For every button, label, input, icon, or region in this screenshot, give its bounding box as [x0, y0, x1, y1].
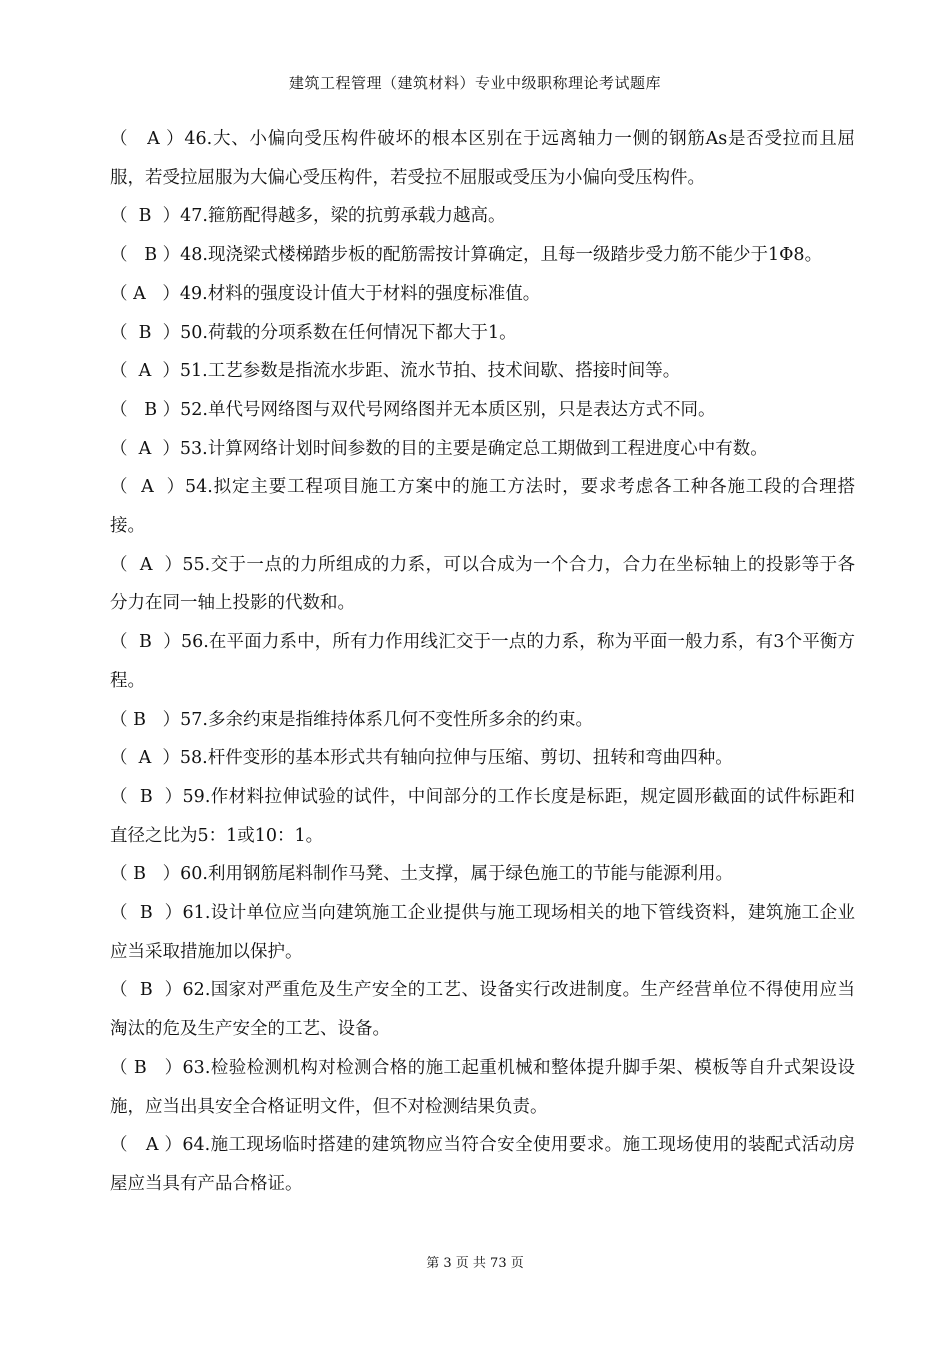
answer-mark: （ A ）: [110, 1135, 183, 1156]
answer-mark: （ B ）: [110, 980, 183, 1001]
answer-mark: （ A ）: [110, 748, 180, 769]
answer-mark: （ A ）: [110, 477, 185, 498]
question-text: 62.国家对严重危及生产安全的工艺、设备实行改进制度。生产经营单位不得使用应当淘汰的危及生产安全的工艺、设备。: [110, 980, 855, 1040]
question-item: [110, 546, 855, 623]
question-item: [110, 1049, 855, 1126]
page-header-title: 建筑工程管理（建筑材料）专业中级职称理论考试题库: [288, 74, 661, 92]
question-item: [110, 314, 855, 353]
question-text: 60.利用钢筋尾料制作马凳、土支撑，属于绿色施工的节能与能源利用。: [180, 864, 733, 885]
question-item: [110, 120, 855, 197]
page-footer-number: 第 3 页 共 73 页: [426, 1256, 524, 1271]
question-item: [110, 894, 855, 971]
question-text: 53.计算网络计划时间参数的目的主要是确定总工期做到工程进度心中有数。: [179, 438, 768, 459]
question-item: [110, 275, 855, 314]
question-text: 48.现浇梁式楼梯踏步板的配筋需按计算确定，且每一级踏步受力筋不能少于1Φ8。: [180, 245, 823, 266]
question-text: 46.大、小偏向受压构件破坏的根本区别在于远离轴力一侧的钢筋As是否受拉而且屈服，若受拉屈服为大偏心受压构件，若受拉不屈服或受压为小偏向受压构件。: [110, 129, 856, 188]
question-item: [110, 971, 855, 1048]
answer-mark: （ A ）: [110, 129, 185, 149]
answer-mark: （ B ）: [110, 399, 181, 420]
question-text: 47.箍筋配得越多，梁的抗剪承载力越高。: [180, 206, 506, 227]
question-text: 49.材料的强度设计值大于材料的强度标准值。: [179, 283, 541, 304]
question-text: 57.多余约束是指维持体系几何不变性所多余的约束。: [180, 709, 593, 730]
question-item: [110, 701, 855, 740]
question-item: [110, 468, 855, 545]
question-list: [110, 120, 855, 1204]
question-item: [110, 391, 855, 430]
answer-mark: （ B ）: [110, 786, 183, 807]
question-item: [110, 623, 855, 700]
answer-mark: （ B ）: [110, 709, 181, 730]
question-item: [110, 197, 855, 236]
question-item: [110, 739, 855, 778]
question-item: [110, 1126, 855, 1203]
question-text: 52.单代号网络图与双代号网络图并无本质区别，只是表达方式不同。: [180, 399, 716, 420]
question-text: 61.设计单位应当向建筑施工企业提供与施工现场相关的地下管线资料，建筑施工企业应当采取措施加以保护。: [110, 903, 855, 962]
question-item: [110, 778, 855, 855]
question-item: [110, 236, 855, 275]
question-item: [110, 352, 855, 391]
question-text: 55.交于一点的力所组成的力系，可以合成为一个合力，合力在坐标轴上的投影等于各分力在同一轴上投影的代数和。: [110, 554, 855, 614]
answer-mark: （ B ）: [110, 632, 181, 653]
answer-mark: （ A ）: [110, 438, 180, 459]
question-text: 59.作材料拉伸试验的试件，中间部分的工作长度是标距，规定圆形截面的试件标距和直径之比为5：1或10：1。: [110, 786, 855, 846]
answer-mark: （ B ）: [110, 1057, 183, 1078]
question-text: 54.拟定主要工程项目施工方案中的施工方法时，要求考虑各工种各施工段的合理搭接。: [110, 477, 856, 537]
question-text: 51.工艺参数是指流水步距、流水节拍、技术间歇、搭接时间等。: [179, 361, 681, 382]
answer-mark: （ A ）: [110, 361, 180, 382]
question-text: 63.检验检测机构对检测合格的施工起重机械和整体提升脚手架、模板等自升式架设设施，应当出具安全合格证明文件，但不对检测结果负责。: [110, 1057, 855, 1117]
question-item: [110, 430, 855, 469]
answer-mark: （ B ）: [110, 903, 183, 924]
answer-mark: （ B ）: [110, 245, 181, 266]
answer-mark: （ B ）: [110, 864, 181, 885]
question-text: 64.施工现场临时搭建的建筑物应当符合安全使用要求。施工现场使用的装配式活动房屋应当具有产品合格证。: [110, 1135, 855, 1194]
question-item: [110, 855, 855, 894]
question-text: 58.杆件变形的基本形式共有轴向拉伸与压缩、剪切、扭转和弯曲四种。: [179, 748, 733, 769]
answer-mark: （ B ）: [110, 322, 181, 343]
answer-mark: （ A ）: [110, 554, 183, 575]
answer-mark: （ A ）: [110, 283, 180, 304]
answer-mark: （ B ）: [110, 206, 181, 227]
question-text: 56.在平面力系中，所有力作用线汇交于一点的力系，称为平面一般力系，有3个平衡方程。: [110, 632, 855, 691]
question-text: 50.荷载的分项系数在任何情况下都大于1。: [180, 322, 517, 343]
